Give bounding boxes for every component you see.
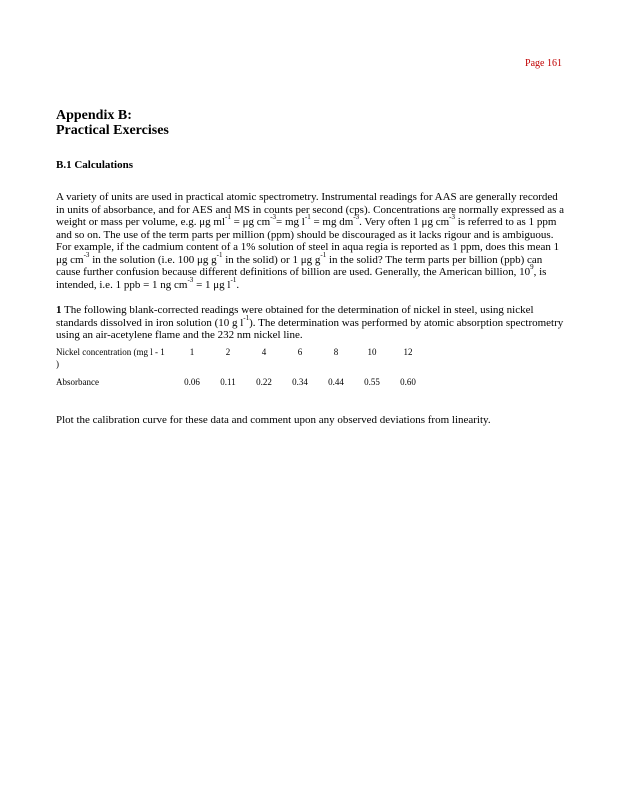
absorbance-cell: 0.06 [184,376,200,387]
page-content [56,108,566,426]
intro-text-3: = mg l [276,216,305,228]
intro-text-5: . Very often 1 μg cm [359,216,450,228]
intro-sup-1: -1 [225,213,231,222]
absorbance-cell: 0.11 [220,376,236,387]
intro-sup-2: -3 [270,213,277,222]
concentration-label [56,346,174,370]
exercise-paragraph [56,304,566,342]
intro-sup-7: -1 [216,250,223,259]
intro-paragraph [56,191,566,291]
absorbance-row [56,376,426,388]
intro-sup-9: 9 [530,263,534,272]
exercise-text-1: The following blank-corrected readings were obtained for the determination of nickel in steel, using nickel standards dissolved in iron solution (10 g l [56,304,534,329]
concentration-label-end: ) [56,358,59,369]
concentration-row [56,346,426,370]
absorbance-cell: 0.55 [364,376,380,387]
absorbance-cell: 0.22 [256,376,272,387]
concentration-cell: 1 [189,346,195,357]
concentration-cell: 4 [261,346,267,357]
concentration-cell: 6 [297,346,303,357]
intro-text-4: = mg dm [310,216,354,228]
intro-sup-6: -3 [83,250,90,259]
exercise-text-2: ). The determination was performed by atomic absorption spectrometry using an air-acetylene flame and the 232 nm nickel line. [56,316,564,341]
intro-sup-11: -1 [230,275,237,284]
absorbance-cell: 0.44 [328,376,344,387]
concentration-label-sup: - 1 [154,346,165,357]
instruction-paragraph: Plot the calibration curve for these data and comment upon any observed deviations from linearity. [56,413,491,426]
section-heading: B.1 Calculations [56,159,134,171]
intro-text-2: = μg cm [230,216,271,228]
intro-text-8: in the solid) or 1 μg g [222,253,321,266]
appendix-title-line2: Practical Exercises [56,123,169,138]
absorbance-cell: 0.34 [292,376,308,387]
calibration-data-table [56,346,426,388]
intro-text-11: = 1 μg l [193,278,231,291]
page-number: Page 161 [525,58,562,69]
intro-sup-3: -1 [304,213,311,222]
concentration-label-main: Nickel concentration (mg l [56,346,153,357]
intro-text-9: in the solid? The term parts per billion (ppb) can cause further confusion because different definitions of billion are used. Generally, the American billion, 10 [56,253,543,278]
concentration-cell: 8 [333,346,339,357]
intro-sup-5: -3 [449,213,455,222]
appendix-title [56,108,566,138]
absorbance-cell: 0.60 [400,376,416,387]
intro-sup-8: -1 [320,250,327,259]
intro-text-1: A variety of units are used in practical atomic spectrometry. Instrumental readings for AAS are generally recorded in units of absorbance, and for AES and MS in counts per second (cps). Concentrations are normally expressed as a weight or mass per volume, e.g. μg ml [56,191,565,228]
intro-text-6: is referred to as 1 ppm and so on. The use of the term parts per million (ppm) should be discouraged as it lacks rigour and is ambiguous. For example, if the cadmium content of a 1% solution of steel in aqua regia is reported as 1 ppm, does this mean 1 μg cm [56,216,560,266]
intro-sup-10: -3 [187,275,194,284]
exercise-number: 1 [56,304,62,316]
exercise-sup-1: -1 [243,313,250,322]
concentration-cell: 10 [367,346,377,357]
intro-text-7: in the solution (i.e. 100 μg g [89,253,217,266]
intro-text-10: , is intended, i.e. 1 ppb = 1 ng cm [56,266,547,291]
concentration-cell: 12 [403,346,413,357]
intro-sup-4: -3 [353,213,360,222]
intro-text-12: . [236,278,240,291]
appendix-title-line1: Appendix B: [56,108,132,123]
concentration-cell: 2 [225,346,231,357]
absorbance-label: Absorbance [56,376,99,387]
